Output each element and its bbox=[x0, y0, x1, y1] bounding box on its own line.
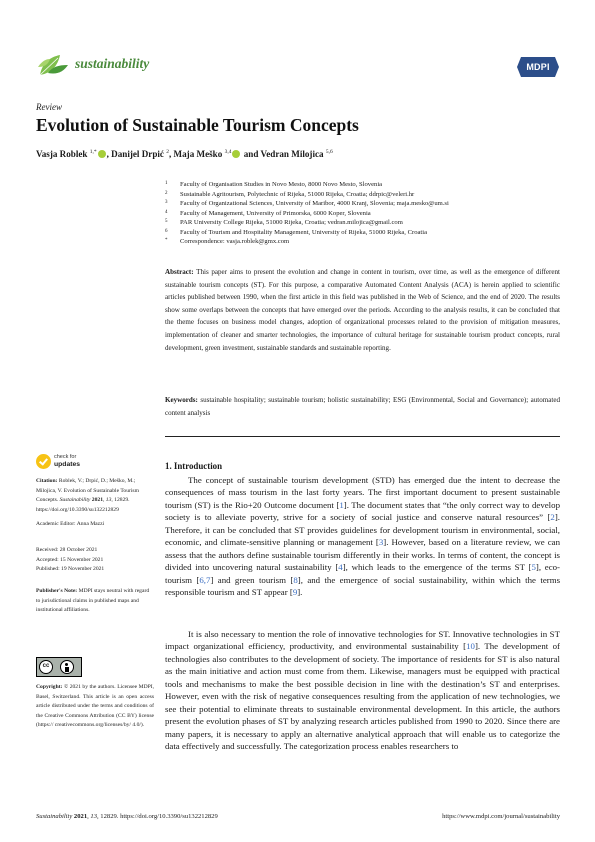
orcid-icon[interactable] bbox=[232, 150, 240, 158]
citation: Citation: Roblek, V.; Drpić, D.; Meško, M.; Milojica, V. Evolution of Sustainable Tourism Concepts. Sustainability 2021, 13, 12829. https://doi.org/10.3390/su132212829 bbox=[36, 478, 139, 513]
text-run: ], eco-tourism [ bbox=[165, 562, 560, 585]
journal-leaf-logo-icon bbox=[36, 49, 70, 79]
copyright-text: © 2021 by the authors. Licensee MDPI, Basel, Switzerland. This article is an open access article distributed under the terms and conditions of the Creative Commons Attribution (CC BY) license (https:// creativecommons.org/licenses/by/ 4.0/). bbox=[36, 684, 154, 729]
text-run: ]. The document states that “the only correct way to develop society is to alleviate poverty, strive for a society of social justice and conserve natural resources” [ bbox=[165, 499, 560, 523]
citation-year: 2021 bbox=[91, 497, 103, 504]
affiliation-mark: 4 bbox=[165, 209, 168, 215]
author-affiliation-mark: 1,* bbox=[89, 148, 97, 155]
author-name: Danijel Drpić bbox=[111, 149, 164, 159]
affiliation-mark: * bbox=[165, 238, 168, 244]
affiliation-mark: 6 bbox=[165, 228, 168, 234]
affiliation-text: Faculty of Tourism and Hospitality Management, University of Rijeka, 51000 Rijeka, Croatia bbox=[180, 228, 428, 236]
author-name: Vedran Milojica bbox=[260, 149, 324, 159]
citation-link[interactable]: 6,7 bbox=[199, 574, 211, 585]
abstract bbox=[165, 266, 560, 354]
citation-link[interactable]: 9 bbox=[292, 587, 298, 598]
copyright-notice bbox=[36, 683, 154, 731]
citation-link[interactable]: 8 bbox=[293, 574, 298, 585]
paragraph-text bbox=[165, 474, 560, 599]
affiliation-mark: 5 bbox=[165, 219, 168, 225]
paragraph-text bbox=[165, 628, 560, 753]
affiliation-mark: 3 bbox=[165, 200, 168, 206]
intro-paragraph-1 bbox=[165, 474, 560, 599]
affiliation-row bbox=[165, 190, 565, 200]
check-for-updates-button[interactable] bbox=[36, 453, 96, 471]
citation-journal: Sustainability bbox=[59, 497, 91, 504]
publication-dates bbox=[36, 546, 154, 575]
author-separator: , bbox=[169, 149, 174, 159]
author-affiliation-mark: 2 bbox=[166, 148, 169, 155]
publisher-note-text: MDPI stays neutral with regard to jurisdictional claims in published maps and institutional affiliations. bbox=[36, 588, 150, 614]
check-updates-line1: check for bbox=[54, 454, 77, 460]
affiliation-text: Faculty of Management, University of Primorska, 6000 Koper, Slovenia bbox=[180, 209, 371, 217]
citation-label: Citation: bbox=[36, 478, 58, 484]
checkmark-icon bbox=[36, 454, 51, 469]
journal-name: sustainability bbox=[75, 56, 150, 71]
affiliation-text: Sustainable Agritourism, Polytechnic of Rijeka, 51000 Rijeka, Croatia; ddrpic@veleri.hr bbox=[180, 190, 415, 198]
footer-year: 2021 bbox=[73, 813, 88, 820]
author-separator: , bbox=[106, 149, 112, 159]
citation-volume: 13 bbox=[105, 497, 112, 504]
footer-journal: Sustainability bbox=[36, 813, 73, 820]
affiliation-mark: 2 bbox=[165, 190, 168, 196]
keywords-text: sustainable hospitality; sustainable tourism; holistic sustainability; ESG (Environmental, Social and Governance); automated content analysis bbox=[165, 396, 560, 417]
keywords-label: Keywords: bbox=[165, 396, 198, 404]
accepted-date: Accepted: 15 November 2021 bbox=[36, 556, 104, 563]
text-run: ] and green tourism [ bbox=[210, 574, 294, 585]
footer-doi[interactable]: , 12829. https://doi.org/10.3390/su132212829 bbox=[97, 813, 218, 820]
text-run: ]. The development of technologies also contributes to the development of society. The importance of residents for ST is also natural as the main initiative and action must come from them. Likewise, managers must be equipped with practical tools and mechanisms to make the best possible decision in line with the destination’s ST and enterprises. However, even with the risk of negative consequences resulting from the application of new technologies, we see their potential to eliminate threats to sustainable environmental development. In this article, the authors present the evolution phases of ST by analyzing research articles published from 1990 to 2020. Since there are many papers, it is necessary to apply an alternative analytical approach that will enable us to categorize the data effectively and successfully. The categorization process enables researchers to bbox=[165, 641, 560, 752]
keywords bbox=[165, 394, 560, 419]
text-run: ], and the emergence of social sustainability, within which the terms responsible tourism and ST appear [ bbox=[165, 574, 561, 598]
publisher-logo-text: MDPI bbox=[526, 62, 550, 72]
citation-link[interactable]: 1 bbox=[339, 499, 344, 510]
author-separator: and bbox=[241, 149, 261, 159]
footer-journal-url[interactable]: https://www.mdpi.com/journal/sustainability bbox=[442, 813, 560, 820]
text-run: It is also necessary to mention the role of innovative technologies for ST. Innovative technologies in ST impact organizational efficiency, productivity, and environmental sustainability [ bbox=[165, 629, 560, 652]
intro-paragraph-2 bbox=[165, 628, 560, 753]
affiliations bbox=[165, 180, 565, 247]
affiliation-text: Correspondence: vasja.roblek@gmx.com bbox=[180, 238, 290, 246]
author-name: Maja Meško bbox=[173, 149, 223, 159]
publisher-logo bbox=[517, 57, 559, 77]
citation-link[interactable]: 5 bbox=[531, 562, 536, 573]
article-title: Evolution of Sustainable Tourism Concepts bbox=[36, 115, 359, 135]
affiliation-row bbox=[165, 209, 565, 219]
affiliation-mark: 1 bbox=[165, 181, 168, 186]
cc-by-license-icon[interactable] bbox=[36, 657, 82, 677]
citation-link[interactable]: 4 bbox=[338, 562, 343, 573]
affiliation-row bbox=[165, 237, 565, 247]
footer-volume: 13 bbox=[90, 813, 97, 820]
received-date: Received: 28 October 2021 bbox=[36, 547, 98, 553]
affiliation-row bbox=[165, 218, 565, 228]
author-name: Vasja Roblek bbox=[36, 149, 88, 159]
orcid-icon[interactable] bbox=[98, 150, 106, 158]
citation-doi[interactable]: , 12829. https://doi.org/10.3390/su132212829 bbox=[36, 497, 130, 513]
author-affiliation-mark: 5,6 bbox=[325, 148, 333, 155]
text-run: ]. Therefore, it can be concluded that ST provides guidelines for development tourism in environmental, social, economic, and climate-sensitive planning or management [ bbox=[165, 512, 560, 548]
affiliation-row bbox=[165, 180, 565, 190]
affiliation-text: Faculty of Organizational Sciences, University of Maribor, 4000 Kranj, Slovenia; maja.mesko@um.si bbox=[180, 200, 449, 208]
publisher-note-label: Publisher's Note: bbox=[36, 588, 78, 594]
check-updates-line2: updates bbox=[54, 461, 81, 468]
text-run: ]. bbox=[297, 587, 303, 598]
creative-commons-icon: cc bbox=[39, 660, 53, 674]
citation-text: Roblek, V.; Drpić, D.; Meško, M.; Milojica, V. Evolution of Sustainable Tourism Concepts. bbox=[36, 478, 139, 504]
text-run: The concept of sustainable tourism development (STD) has emerged due the intent to decrease the consequences of mass tourism in the last forty years. The first important document to present sustainable tourism (ST) is the Rio+20 Outcome document [ bbox=[165, 475, 560, 510]
article-type: Review bbox=[36, 102, 62, 112]
citation-link[interactable]: 10 bbox=[466, 641, 475, 652]
copyright-label: Copyright: bbox=[36, 684, 63, 690]
citation-link[interactable]: 3 bbox=[378, 537, 384, 548]
affiliation-text: PAR University College Rijeka, 51000 Rijeka, Croatia; vedran.milojica@gmail.com bbox=[180, 219, 403, 227]
abstract-text: This paper aims to present the evolution and change in content in tourism, over time, as well as the emergence of different sustainable tourism concepts (ST). For this purpose, a comparative Automated Content Analysis (ACA) is herein applied to scientific articles published between 1990, when the first article in this field was published in the Web of Science, and the end of 2020. The results show some overlaps between the concepts that have emerged over the periods. According to the analysis results, it can be concluded that the theme focuses on business model changes, adoption of organizational processes related to the provision of mitigation measures, implementation of cleaner and smarter technologies, the importance of cultural heritage for sustainable tourism product concepts, rural development, green investment, sustainable standards and sustainable reporting. bbox=[165, 268, 560, 352]
published-date: Published: 19 November 2021 bbox=[36, 566, 105, 573]
affiliation-row bbox=[165, 228, 565, 238]
abstract-label: Abstract: bbox=[165, 268, 194, 276]
citation-link[interactable]: 2 bbox=[550, 512, 555, 523]
section-divider bbox=[165, 436, 560, 437]
affiliation-text: Faculty of Organisation Studies in Novo Mesto, 8000 Novo Mesto, Slovenia bbox=[180, 181, 383, 188]
affiliation-row bbox=[165, 199, 565, 209]
attribution-person-icon bbox=[60, 660, 74, 674]
section-heading-introduction: 1. Introduction bbox=[165, 461, 223, 471]
text-run: ], which leads to the emergence of the terms ST [ bbox=[342, 562, 532, 573]
publisher-note bbox=[36, 587, 154, 616]
text-run: ]. However, based on a literature review, we can assess that the authors define sustainable tourism differently in their works. In terms of content, the concept is divided into uncovering natural sustainability [ bbox=[165, 537, 560, 573]
author-list bbox=[36, 149, 333, 159]
author-affiliation-mark: 3,4 bbox=[224, 148, 232, 155]
footer-citation: Sustainability 2021, 13, 12829. https://doi.org/10.3390/su132212829 bbox=[36, 813, 218, 820]
academic-editor: Academic Editor: Anna Mazzi bbox=[36, 521, 105, 527]
